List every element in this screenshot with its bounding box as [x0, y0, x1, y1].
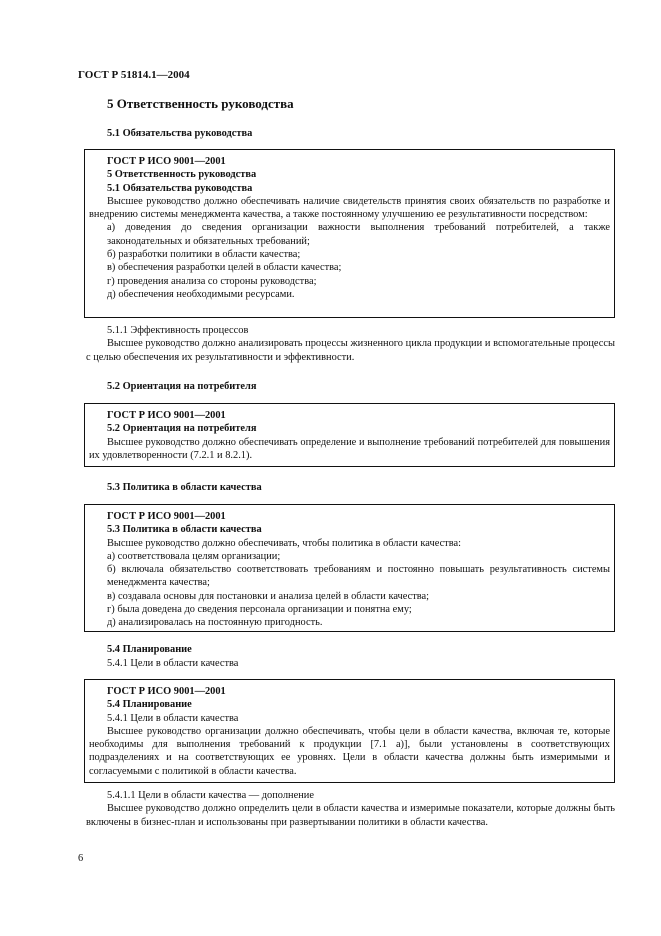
box-subheading: 5.1 Обязательства руководства	[107, 182, 253, 194]
paragraph-text: Высшее руководство должно определить цели в области качества и измеримые показатели, которые должны быть включены в бизнес-план и использованы при развертывании политики в области качества.	[86, 803, 615, 828]
paragraph-title: 5.4.1.1 Цели в области качества — дополнение	[107, 790, 314, 801]
box-standard: ГОСТ Р ИСО 9001—2001	[107, 511, 226, 522]
list-item: в) обеспечения разработки целей в области качества;	[107, 262, 342, 274]
box-heading: 5.2 Ориентация на потребителя	[107, 423, 257, 435]
subsection-heading-5-3: 5.3 Политика в области качества	[107, 482, 262, 493]
box-standard: ГОСТ Р ИСО 9001—2001	[107, 156, 226, 167]
list-item: д) обеспечения необходимыми ресурсами.	[107, 288, 295, 300]
list-item: а) доведения до сведения организации важности выполнения требований потребителей, а также законодательных и обязательных требований;	[107, 222, 610, 247]
subsection-heading-5-1: 5.1 Обязательства руководства	[107, 128, 253, 139]
paragraph-text: Высшее руководство должно анализировать процессы жизненного цикла продукции и вспомогательные процессы с целью обеспечения их результативности и эффективности.	[86, 338, 615, 363]
box-standard: ГОСТ Р ИСО 9001—2001	[107, 686, 226, 697]
box-heading: 5 Ответственность руководства	[107, 169, 257, 181]
list-item: а) соответствовала целям организации;	[107, 550, 281, 562]
box-intro: Высшее руководство должно обеспечивать наличие свидетельств принятия своих обязательств по разработке и внедрению системы менеджмента качества, а также постоянному улучшению ее результативности посредством:	[89, 195, 610, 221]
paragraph-title: 5.4.1 Цели в области качества	[107, 658, 239, 669]
list-item: б) разработки политики в области качества;	[107, 249, 301, 261]
list-item: д) анализировалась на постоянную пригодность.	[107, 617, 323, 629]
box-subheading: 5.4.1 Цели в области качества	[107, 712, 239, 724]
paragraph-title: 5.1.1 Эффективность процессов	[107, 325, 249, 336]
list-item: г) проведения анализа со стороны руководства;	[107, 275, 317, 287]
paragraph-5-1-1	[86, 324, 615, 364]
box-text: Высшее руководство должно обеспечивать определение и выполнение требований потребителей для повышения их удовлетворенности (7.2.1 и 8.2.1).	[89, 436, 610, 461]
box-intro: Высшее руководство должно обеспечивать, чтобы политика в области качества:	[107, 537, 461, 549]
paragraph-5-4-1	[86, 657, 615, 670]
box-heading: 5.4 Планирование	[107, 699, 192, 711]
subsection-heading-5-4: 5.4 Планирование	[107, 644, 192, 655]
paragraph-5-4-1-1	[86, 789, 615, 829]
quote-box-5-4	[84, 679, 615, 783]
box-standard: ГОСТ Р ИСО 9001—2001	[107, 410, 226, 421]
box-heading: 5.3 Политика в области качества	[107, 524, 262, 536]
quote-box-5-2	[84, 403, 615, 467]
section-title: 5 Ответственность руководства	[107, 96, 294, 111]
quote-box-5-3	[84, 504, 615, 632]
quote-box-5-1	[84, 149, 615, 318]
box-text: Высшее руководство организации должно обеспечивать, чтобы цели в области качества, включая те, которые необходимы для выполнения требований к продукции [7.1 а)], были установлены в соответствующих подразделениях и на соответствующих ее уровнях. Цели в области качества должны быть измеримыми и согласуемыми с политикой в области качества.	[89, 725, 610, 777]
document-number: ГОСТ Р 51814.1—2004	[78, 69, 190, 81]
list-item: б) включала обязательство соответствовать требованиям и постоянно повышать результативность системы менеджмента качества;	[107, 564, 610, 589]
list-item: в) создавала основы для постановки и анализа целей в области качества;	[107, 590, 430, 602]
list-item: г) была доведена до сведения персонала организации и понятна ему;	[107, 604, 412, 616]
page-number: 6	[78, 853, 84, 864]
subsection-heading-5-2: 5.2 Ориентация на потребителя	[107, 381, 257, 392]
